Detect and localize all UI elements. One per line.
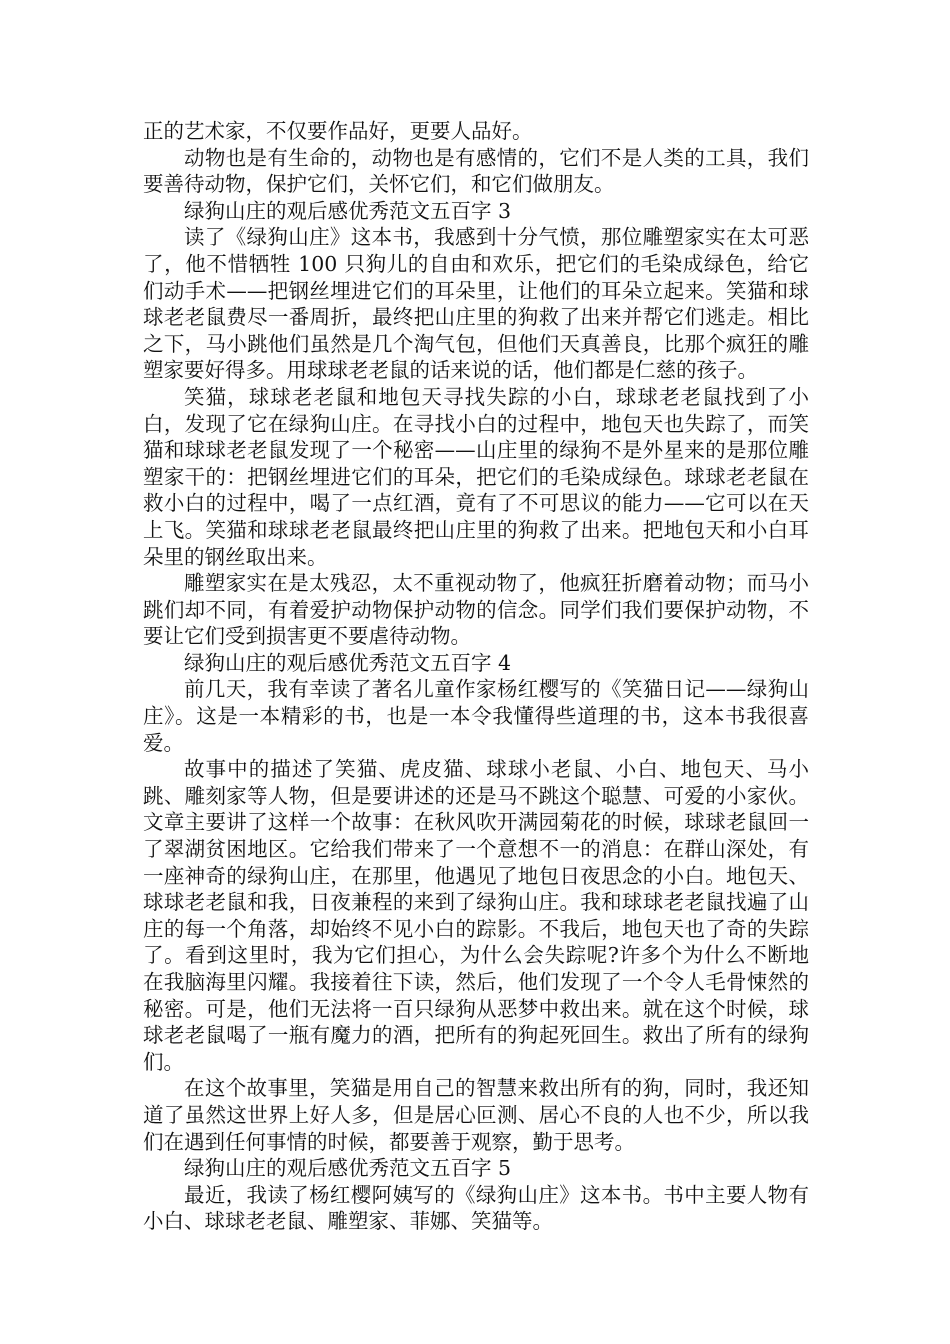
paragraph-essay3-story: 笑猫，球球老老鼠和地包天寻找失踪的小白，球球老老鼠找到了小白，发现了它在绿狗山庄。在寻找小白的过程中，地包天也失踪了，而笑猫和球球老老鼠发现了一个秘密——山庄里的绿狗不是外星来的是那位雕塑家干的：把钢丝埋进它们的耳朵，把它们的毛染成绿色。球球老老鼠在救小白的过程中，喝了一点红酒，竟有了不可思议的能力——它可以在天上飞。笑猫和球球老老鼠最终把山庄里的狗救了出来。把地包天和小白耳朵里的钢丝取出来。 (143, 384, 809, 569)
section-heading-4: 绿狗山庄的观后感优秀范文五百字 4 (184, 650, 512, 675)
paragraph-continuation: 正的艺术家，不仅要作品好，更要人品好。 (143, 119, 533, 143)
document-body (143, 118, 809, 1235)
section-heading-5: 绿狗山庄的观后感优秀范文五百字 5 (184, 1156, 512, 1181)
paragraph-essay5-intro: 最近，我读了杨红樱阿姨写的《绿狗山庄》这本书。书中主要人物有小白、球球老老鼠、雕塑家、菲娜、笑猫等。 (143, 1182, 809, 1234)
paragraph-essay3-intro: 读了《绿狗山庄》这本书，我感到十分气愤，那位雕塑家实在太可恶了，他不惜牺牲 100 只狗儿的自由和欢乐，把它们的毛染成绿色，给它们动手术——把钢丝埋进它们的耳朵里，让他们的耳朵立起来。笑猫和球球老老鼠费尽一番周折，最终把山庄里的狗救了出来并帮它们逃走。相比之下，马小跳他们虽然是几个淘气包，但他们天真善良，比那个疯狂的雕塑家要好得多。用球球老老鼠的话来说的话，他们都是仁慈的孩子。 (143, 225, 809, 383)
paragraph-treat-animals: 动物也是有生命的，动物也是有感情的，它们不是人类的工具，我们要善待动物，保护它们，关怀它们，和它们做朋友。 (143, 145, 809, 197)
paragraph-essay4-intro: 前几天，我有幸读了著名儿童作家杨红樱写的《笑猫日记——绿狗山庄》。这是一本精彩的书，也是一本令我懂得些道理的书，这本书我很喜爱。 (143, 677, 809, 755)
paragraph-essay4-conclusion: 在这个故事里，笑猫是用自己的智慧来救出所有的狗，同时，我还知道了虽然这世界上好人多，但是居心叵测、居心不良的人也不少，所以我们在遇到任何事情的时候，都要善于观察，勤于思考。 (143, 1076, 809, 1154)
paragraph-essay3-conclusion: 雕塑家实在是太残忍，太不重视动物了，他疯狂折磨着动物；而马小跳们却不同，有着爱护动物保护动物的信念。同学们我们要保护动物，不要让它们受到损害更不要虐待动物。 (143, 571, 809, 649)
section-heading-3: 绿狗山庄的观后感优秀范文五百字 3 (184, 198, 512, 223)
paragraph-essay4-story: 故事中的描述了笑猫、虎皮猫、球球小老鼠、小白、地包天、马小跳、雕刻家等人物，但是要讲述的还是马不跳这个聪慧、可爱的小家伙。文章主要讲了这样一个故事：在秋风吹开满园菊花的时候，球球老鼠回一了翠湖贫困地区。它给我们带来了一个意想不一的消息：在群山深处，有一座神奇的绿狗山庄，在那里，他遇见了地包日夜思念的小白。地包天、球球老老鼠和我，日夜兼程的来到了绿狗山庄。我和球球老老鼠找遍了山庄的每一个角落，却始终不见小白的踪影。不我后，地包天也了奇的失踪了。看到这里时，我为它们担心，为什么会失踪呢?许多个为什么不断地在我脑海里闪耀。我接着往下读，然后，他们发现了一个令人毛骨悚然的秘密。可是，他们无法将一百只绿狗从恶梦中救出来。就在这个时候，球球老老鼠喝了一瓶有魔力的酒，把所有的狗起死回生。救出了所有的绿狗们。 (143, 757, 809, 1074)
